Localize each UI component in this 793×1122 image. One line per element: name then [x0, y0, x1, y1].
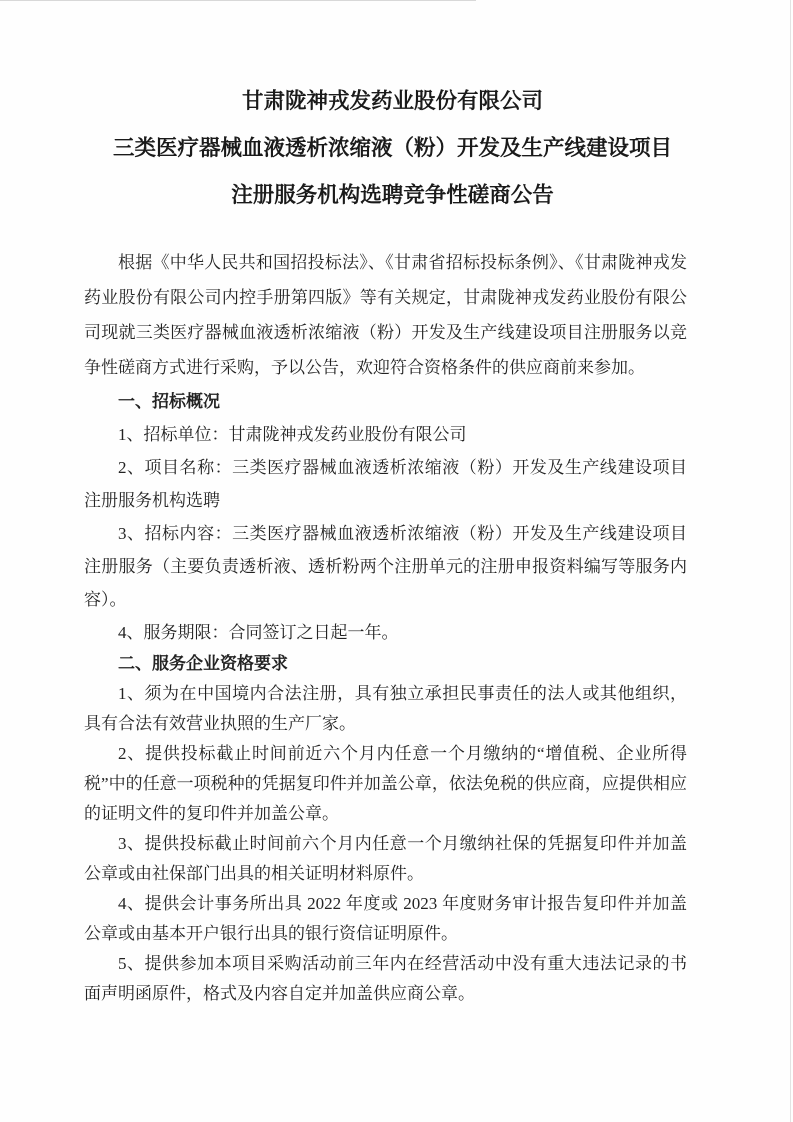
section-2-item-3: 3、提供投标截止时间前六个月内任意一个月缴纳社保的凭据复印件并加盖公章或由社保部门出具的相关证明材料原件。 — [84, 834, 687, 883]
section-1-item-2: 2、项目名称：三类医疗器械血液透析浓缩液（粉）开发及生产线建设项目注册服务机构选聘 — [84, 458, 687, 510]
section-1-heading: 一、招标概况 — [118, 392, 220, 411]
scan-artifact-right-edge — [790, 0, 791, 1122]
document-content — [84, 0, 687, 1009]
section-2-heading: 二、服务企业资格要求 — [118, 654, 288, 673]
title-line-announcement: 注册服务机构选聘竞争性磋商公告 — [231, 183, 554, 207]
title-line-company: 甘肃陇神戎发药业股份有限公司 — [241, 89, 543, 113]
section-1-item-4: 4、服务期限：合同签订之日起一年。 — [118, 623, 399, 642]
section-1-item-1: 1、招标单位：甘肃陇神戎发药业股份有限公司 — [118, 425, 467, 444]
section-2-item-5: 5、提供参加本项目采购活动前三年内在经营活动中没有重大违法记录的书面声明函原件，格式及内容自定并加盖供应商公章。 — [84, 954, 687, 1003]
section-1-item-3: 3、招标内容：三类医疗器械血液透析浓缩液（粉）开发及生产线建设项目注册服务（主要负责透析液、透析粉两个注册单元的注册申报资料编写等服务内容）。 — [84, 524, 687, 609]
title-line-project: 三类医疗器械血液透析浓缩液（粉）开发及生产线建设项目 — [112, 136, 672, 160]
section-2-item-1: 1、须为在中国境内合法注册，具有独立承担民事责任的法人或其他组织，具有合法有效营业执照的生产厂家。 — [84, 684, 687, 733]
section-2-item-4: 4、提供会计事务所出具 2022 年度或 2023 年度财务审计报告复印件并加盖公章或由基本开户银行出具的银行资信证明原件。 — [84, 894, 687, 943]
section-2-item-2: 2、提供投标截止时间前近六个月内任意一个月缴纳的“增值税、企业所得税”中的任意一项税种的凭据复印件并加盖公章，依法免税的供应商，应提供相应的证明文件的复印件并加盖公章。 — [84, 744, 687, 823]
document-title — [98, 78, 687, 219]
intro-paragraph: 根据《中华人民共和国招投标法》、《甘肃省招标投标条例》、《甘肃陇神戎发药业股份有限公司内控手册第四版》等有关规定，甘肃陇神戎发药业股份有限公司现就三类医疗器械血液透析浓缩液（粉）开发及生产线建设项目注册服务以竞争性磋商方式进行采购，予以公告，欢迎符合资格条件的供应商前来参加。 — [84, 253, 687, 377]
